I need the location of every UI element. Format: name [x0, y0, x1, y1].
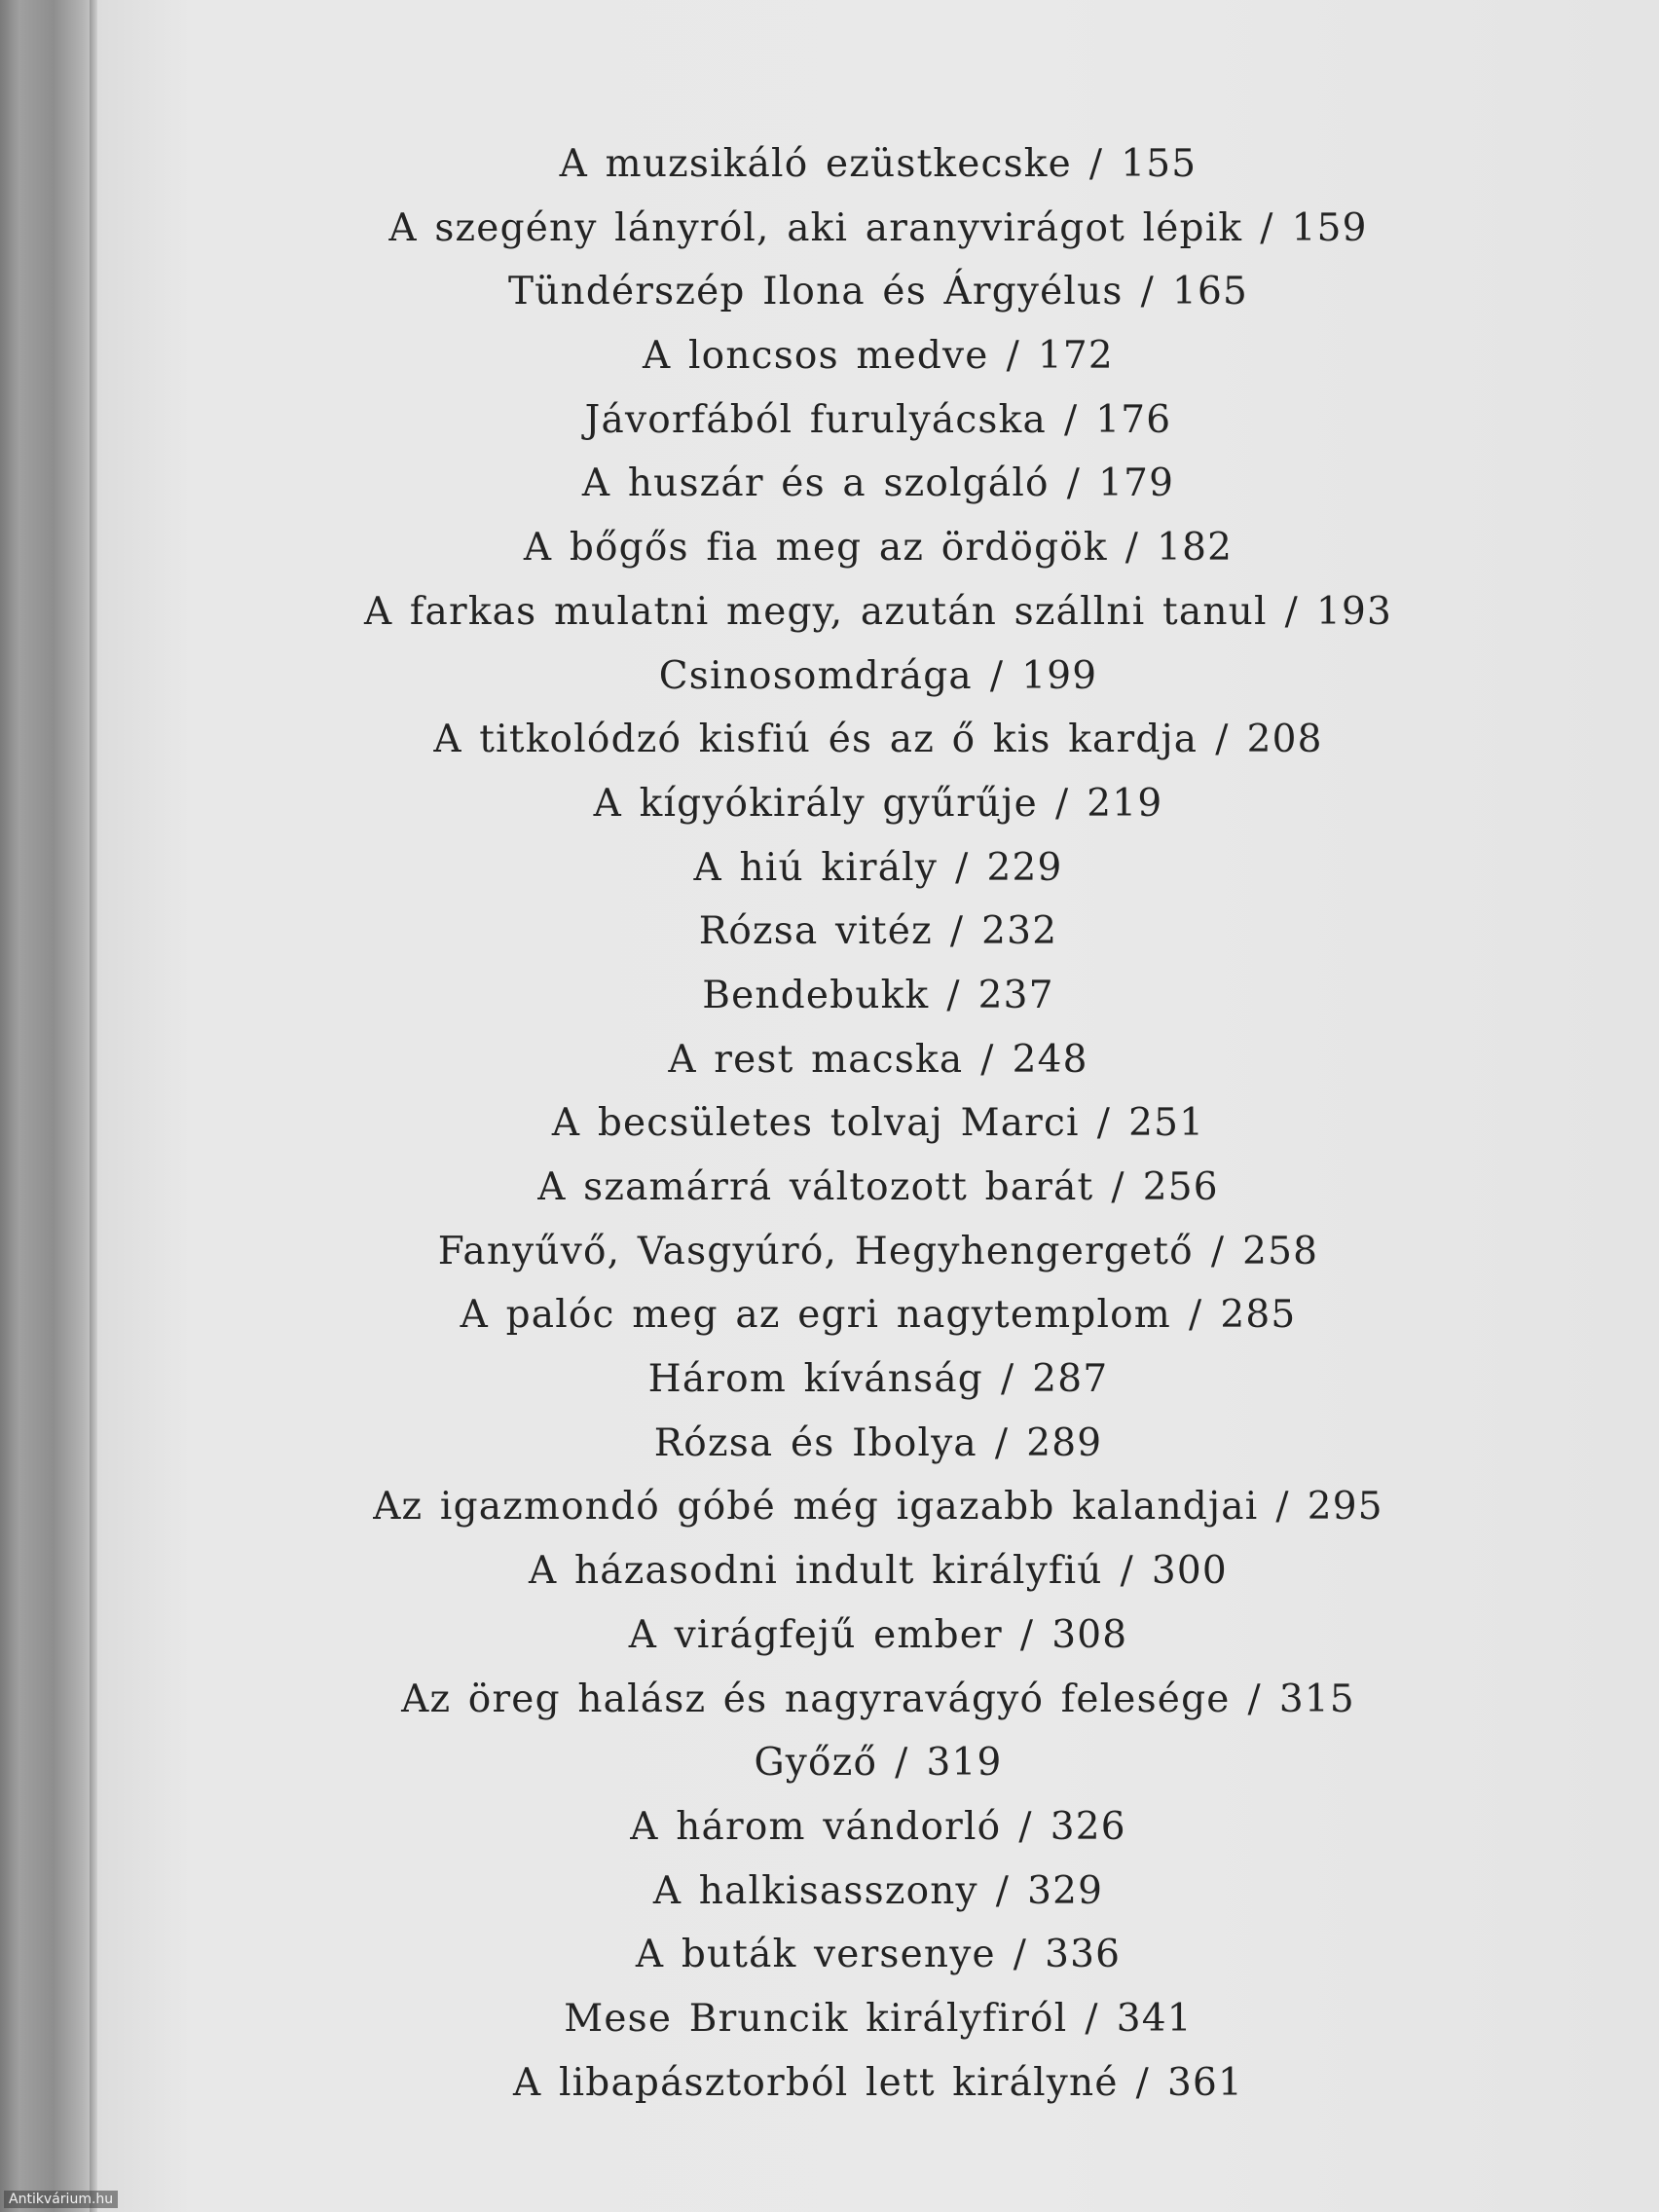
toc-page-number: 319	[926, 1741, 1003, 1786]
toc-entry-title: Rózsa vitéz	[698, 909, 933, 954]
toc-page-number: 315	[1278, 1677, 1355, 1721]
toc-entry-title: A három vándorló	[630, 1804, 1002, 1849]
toc-entry	[97, 2051, 1659, 2116]
toc-entry-title: A loncsos medve	[643, 334, 989, 379]
toc-entry	[97, 1604, 1659, 1668]
toc-entry-title: A becsületes tolvaj Marci	[551, 1101, 1080, 1146]
toc-page-number: 179	[1098, 461, 1175, 506]
toc-entry	[97, 1860, 1659, 1924]
toc-separator: /	[1013, 1933, 1028, 1977]
toc-entry-title: A kígyókirály gyűrűje	[593, 781, 1038, 826]
toc-entry-title: A titkolódzó kisfiú és az ő kis kardja	[433, 718, 1198, 762]
toc-separator: /	[980, 1037, 995, 1082]
toc-entry	[97, 645, 1659, 709]
toc-separator: /	[1019, 1612, 1035, 1657]
toc-page-number: 176	[1095, 397, 1172, 442]
watermark: Antikvárium.hu	[4, 2191, 118, 2208]
toc-entry-title: Csinosomdrága	[658, 653, 973, 698]
toc-entry	[97, 1731, 1659, 1795]
toc-entry	[97, 836, 1659, 901]
toc-separator: /	[1215, 718, 1230, 762]
toc-separator: /	[1135, 2060, 1150, 2105]
toc-entry	[97, 1795, 1659, 1860]
toc-page-number: 208	[1246, 718, 1323, 762]
toc-page-number: 193	[1315, 589, 1393, 634]
toc-entry-title: Az igazmondó góbé még igazabb kalandjai	[373, 1485, 1259, 1530]
toc-page-number: 248	[1012, 1037, 1088, 1082]
toc-entry-title: Mese Bruncik királyfiról	[564, 1996, 1068, 2041]
toc-page-number: 172	[1037, 334, 1114, 379]
toc-entry	[97, 964, 1659, 1028]
toc-page-number: 229	[986, 845, 1063, 890]
toc-page-number: 329	[1027, 1868, 1104, 1913]
toc-separator: /	[1284, 589, 1299, 634]
toc-entry	[97, 1987, 1659, 2051]
toc-separator: /	[1018, 1804, 1033, 1849]
toc-entry	[97, 388, 1659, 453]
toc-page-number: 165	[1171, 270, 1249, 314]
toc-entry	[97, 1539, 1659, 1604]
toc-page-number: 287	[1032, 1357, 1109, 1402]
toc-entry	[97, 197, 1659, 261]
toc-entry	[97, 1475, 1659, 1539]
toc-page-number: 182	[1157, 526, 1234, 571]
toc-entry-title: A virágfejű ember	[628, 1612, 1003, 1657]
toc-separator: /	[955, 845, 970, 890]
toc-separator: /	[1210, 1229, 1226, 1273]
toc-separator: /	[1140, 270, 1155, 314]
toc-separator: /	[1247, 1677, 1262, 1721]
toc-entry-title: A buták versenye	[635, 1933, 996, 1977]
toc-page-number: 159	[1291, 205, 1368, 250]
toc-entry	[97, 708, 1659, 772]
toc-entry	[97, 1347, 1659, 1412]
toc-entry	[97, 452, 1659, 516]
toc-entry-title: A palóc meg az egri nagytemplom	[460, 1293, 1171, 1338]
toc-entry	[97, 1028, 1659, 1092]
toc-entry-title: A muzsikáló ezüstkecske	[559, 142, 1072, 186]
toc-entry-title: Jávorfából furulyácska	[584, 397, 1047, 442]
toc-page-number: 199	[1021, 653, 1098, 698]
toc-entry-title: Fanyűvő, Vasgyúró, Hegyhengergető	[437, 1229, 1194, 1273]
toc-separator: /	[949, 909, 965, 954]
toc-separator: /	[995, 1868, 1011, 1913]
toc-separator: /	[1063, 397, 1079, 442]
toc-entry	[97, 132, 1659, 197]
toc-entry	[97, 1412, 1659, 1476]
toc-page-number: 341	[1116, 1996, 1193, 2041]
toc-separator: /	[989, 653, 1005, 698]
toc-page-number: 361	[1166, 2060, 1243, 2105]
toc-page-number: 232	[981, 909, 1058, 954]
toc-entry-title: Tündérszép Ilona és Árgyélus	[507, 270, 1124, 314]
toc-separator: /	[1124, 526, 1140, 571]
toc-separator: /	[1120, 1549, 1134, 1594]
toc-separator: /	[1085, 1996, 1099, 2041]
toc-page-number: 295	[1307, 1485, 1383, 1530]
toc-entry-title: A halkisasszony	[652, 1868, 978, 1913]
toc-entry-title: Győző	[754, 1741, 878, 1786]
toc-entry-title: A farkas mulatni megy, azután szállni tanul	[363, 589, 1268, 634]
toc-entry	[97, 324, 1659, 388]
toc-separator: /	[1275, 1485, 1290, 1530]
toc-entry-title: A szegény lányról, aki aranyvirágot lépik	[388, 205, 1243, 250]
toc-separator: /	[1096, 1101, 1112, 1146]
toc-separator: /	[1111, 1165, 1125, 1209]
toc-entry-title: Három kívánság	[647, 1357, 983, 1402]
toc-entry-title: Az öreg halász és nagyravágyó felesége	[401, 1677, 1231, 1721]
toc-separator: /	[1088, 142, 1104, 186]
toc-page-number: 219	[1087, 781, 1163, 826]
toc-separator: /	[1006, 334, 1020, 379]
toc-entry-title: A libapásztorból lett királyné	[512, 2060, 1119, 2105]
toc-entry	[97, 516, 1659, 580]
toc-entry-title: A szamárrá változott barát	[537, 1165, 1094, 1209]
toc-page-number: 300	[1151, 1549, 1228, 1594]
toc-entry-title: A házasodni indult királyfiú	[529, 1549, 1103, 1594]
toc-entry	[97, 900, 1659, 964]
toc-entry	[97, 1283, 1659, 1347]
toc-page-number: 155	[1121, 142, 1198, 186]
toc-page-number: 336	[1045, 1933, 1122, 1977]
toc-page-number: 258	[1242, 1229, 1319, 1273]
toc-entry	[97, 260, 1659, 324]
toc-page-number: 326	[1050, 1804, 1126, 1849]
toc-entry-title: A hiú király	[693, 845, 939, 890]
toc-page-number: 251	[1128, 1101, 1205, 1146]
toc-separator: /	[1066, 461, 1082, 506]
toc-page-number: 237	[977, 973, 1054, 1017]
toc-entry	[97, 580, 1659, 645]
toc-separator: /	[1260, 205, 1274, 250]
toc-entry	[97, 1220, 1659, 1284]
toc-separator: /	[895, 1741, 909, 1786]
toc-entry-title: A bőgős fia meg az ördögök	[523, 526, 1108, 571]
toc-separator: /	[1054, 781, 1070, 826]
toc-page-number: 289	[1026, 1420, 1103, 1465]
toc-entry	[97, 1923, 1659, 1987]
toc-entry	[97, 772, 1659, 836]
toc-page-number: 256	[1142, 1165, 1219, 1209]
toc-page-number: 308	[1051, 1612, 1128, 1657]
toc-separator: /	[994, 1420, 1010, 1465]
toc-entry-title: Bendebukk	[702, 973, 930, 1017]
toc-separator: /	[1188, 1293, 1203, 1338]
toc-entry-title: A rest macska	[668, 1037, 964, 1082]
toc-entry-title: A huszár és a szolgáló	[581, 461, 1050, 506]
toc-entry	[97, 1156, 1659, 1220]
toc-page-number: 285	[1220, 1293, 1297, 1338]
toc-entry	[97, 1668, 1659, 1732]
toc-separator: /	[946, 973, 961, 1017]
toc-entry-title: Rózsa és Ibolya	[653, 1420, 977, 1465]
table-of-contents	[97, 132, 1659, 2115]
toc-entry	[97, 1091, 1659, 1156]
book-spine	[0, 0, 97, 2212]
toc-separator: /	[1000, 1357, 1015, 1402]
